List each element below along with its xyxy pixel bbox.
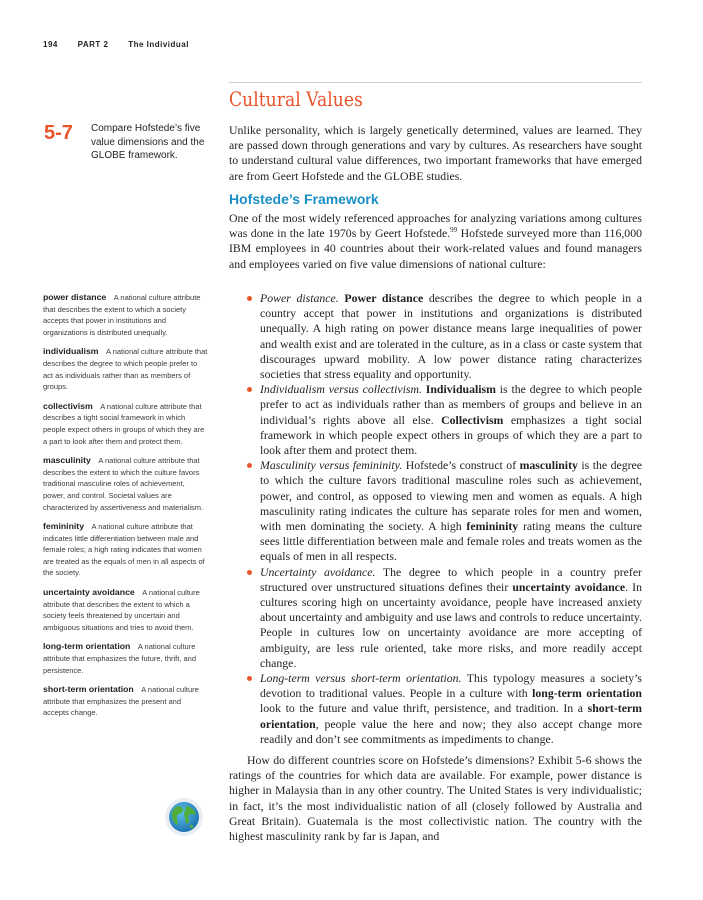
dimension-text: , people value the here and now; they also accept change more readily and don’t see commitments as impediments to change.	[260, 716, 642, 746]
glossary-definition: A national culture attribute that emphasizes the future, thrift, and persistence.	[43, 642, 197, 675]
bullet-icon	[247, 387, 252, 392]
glossary-entry	[43, 684, 208, 719]
dimension-text: rating means the culture sees little differentiation between male and female roles and treats women as the equals of men in all respects.	[260, 519, 642, 564]
dimension-lead: Uncertainty avoidance.	[260, 564, 376, 579]
part-title: The Individual	[128, 40, 189, 49]
dimension-list	[247, 291, 642, 747]
dimension-lead: Individualism versus collectivism.	[260, 382, 422, 397]
glossary-term: short-term orientation	[43, 684, 134, 695]
glossary-entry	[43, 521, 208, 579]
glossary-term: power distance	[43, 292, 107, 302]
key-term: Power distance	[344, 291, 424, 305]
objective-number: 5-7	[44, 122, 73, 144]
bullet-icon	[247, 570, 252, 575]
dimension-item	[247, 565, 642, 671]
dimension-text: is the degree to which people prefer to act as individuals rather than as members of groups and believe in an individual’s rights above all else.	[260, 382, 643, 427]
bullet-icon	[247, 676, 252, 681]
dimension-item	[247, 458, 642, 564]
glossary-term: individualism	[43, 346, 99, 357]
dimension-lead: Masculinity versus femininity.	[260, 458, 403, 473]
bullet-icon	[247, 463, 252, 468]
dimension-text: This typology measures a society’s devotion to traditional values. People in a culture with	[260, 671, 642, 701]
glossary-term: collectivism	[43, 400, 93, 411]
glossary-entry	[43, 292, 208, 338]
bullet-icon	[247, 296, 252, 301]
glossary-definition: A national culture attribute that describes the extent to which a society feels threatened by uncertain and ambiguous situations and tries to avoid them.	[43, 588, 200, 632]
glossary-term: uncertainty avoidance	[43, 587, 135, 598]
title-rule	[229, 82, 642, 83]
intro-paragraph: Unlike personality, which is largely genetically determined, values are learned. They are passed down through generations and vary by cultures. As researchers have sought to understand cultural value differences, two important frameworks that have emerged are from Geert Hofstede and the GLOBE studies.	[229, 123, 642, 183]
glossary-entry	[43, 455, 208, 513]
glossary-term: long-term orientation	[43, 641, 131, 652]
glossary-entry	[43, 641, 208, 676]
key-term: long-term orientation	[532, 686, 642, 701]
glossary-definition: A national culture attribute that describes a tight social framework in which people expect others in groups of which they are a part to look after them and protect them.	[43, 401, 205, 446]
reference-number: 99	[450, 226, 458, 235]
dimension-text: look to the future and value thrift, persistence, and tradition. In a	[260, 701, 588, 716]
dimension-item	[247, 382, 642, 458]
dimension-text: . In cultures scoring high on uncertainty avoidance, people have increased anxiety about uncertainty and ambiguity and use laws and controls to reduce uncertainty. People in cultures low on uncertainty avoidance are more accepting of ambiguity, are less rule oriented, take more risks, and more readily accept change.	[260, 579, 642, 670]
framework-paragraph	[229, 211, 642, 272]
framework-text-after: Hofstede surveyed more than 116,000 IBM employees in 40 countries about their work-related values and found managers and employees varied on five value dimensions of national culture:	[229, 226, 642, 271]
dimension-lead: Power distance.	[260, 291, 339, 305]
glossary-entry	[43, 587, 208, 633]
dimension-text: is the degree to which the culture favors traditional masculine roles such as achievement, power, and control, as opposed to viewing men and women as equals. A high masculinity rating indicates the culture has separate roles for men and women, with men dominating the society. A high	[260, 458, 642, 534]
glossary-entry	[43, 346, 208, 392]
dimension-text: Hofstede’s construct of	[402, 458, 520, 473]
closing-paragraph: How do different countries score on Hofstede’s dimensions? Exhibit 5-6 shows the ratings of the countries for which data are available. For example, power distance is higher in Malaysia than in any other country. The United States is very individualistic; in fact, it’s the most individualistic nation of all (closely followed by Australia and Great Britain). Guatemala is the most collectivistic nation. The country with the highest masculinity rank by far is Japan, and	[229, 753, 642, 844]
dimension-text: describes the degree to which people in a country accept that power in institutions and organizations is distributed unequally. A high rating on power distance means large inequalities of power and wealth exist and are tolerated in the culture, as in a class or caste system that discourages upward mobility. A low power distance rating characterizes societies that stress equality and opportunity.	[260, 291, 643, 382]
key-term: short-term orientation	[260, 701, 642, 731]
page-number: 194	[43, 40, 58, 49]
key-term: Collectivism	[441, 412, 504, 427]
key-term: uncertainty avoidance	[512, 579, 626, 594]
dimension-text: The degree to which people in a country prefer structured over unstructured situations defines their	[260, 564, 642, 594]
running-header	[43, 40, 206, 49]
part-label: PART 2	[77, 40, 109, 49]
glossary-definition: A national culture attribute that describes the extent to which a society accepts that power in institutions and organizations is distributed unequally.	[43, 293, 201, 337]
key-term: Individualism	[425, 382, 496, 397]
dimension-text: emphasizes a tight social framework in which people expect others in groups of which they are a part to look after them and protect them.	[260, 412, 642, 458]
glossary-term: femininity	[43, 521, 85, 532]
dimension-item	[247, 671, 642, 747]
glossary-term: masculinity	[43, 455, 91, 466]
glossary-definition: A national culture attribute that emphasizes the present and accepts change.	[43, 685, 199, 718]
dimension-lead: Long-term versus short-term orientation.	[260, 671, 462, 686]
glossary-definition: A national culture attribute that describes the degree to which people prefer to act as individuals rather than as members of groups.	[43, 347, 208, 392]
margin-glossary	[43, 292, 208, 727]
glossary-definition: A national culture attribute that describes the extent to which the culture favors traditional masculine roles of achievement, power, and control. Societal values are characterized by assertiveness and materialism.	[43, 456, 204, 512]
framework-text-before: One of the most widely referenced approaches for analyzing variations among cultures was done in the late 1970s by Geert Hofstede.	[229, 211, 642, 241]
section-title: Cultural Values	[229, 87, 363, 111]
subheading: Hofstede’s Framework	[229, 191, 379, 207]
glossary-entry	[43, 401, 208, 447]
glossary-definition: A national culture attribute that indicates little differentiation between male and female roles; a high rating indicates that women are treated as the equals of men in all aspects of the society.	[43, 522, 205, 578]
key-term: masculinity	[519, 458, 578, 473]
dimension-item	[247, 291, 642, 382]
key-term: femininity	[466, 519, 519, 534]
objective-text: Compare Hofstede’s five value dimensions and the GLOBE framework.	[91, 123, 205, 161]
globe-icon	[164, 797, 204, 837]
